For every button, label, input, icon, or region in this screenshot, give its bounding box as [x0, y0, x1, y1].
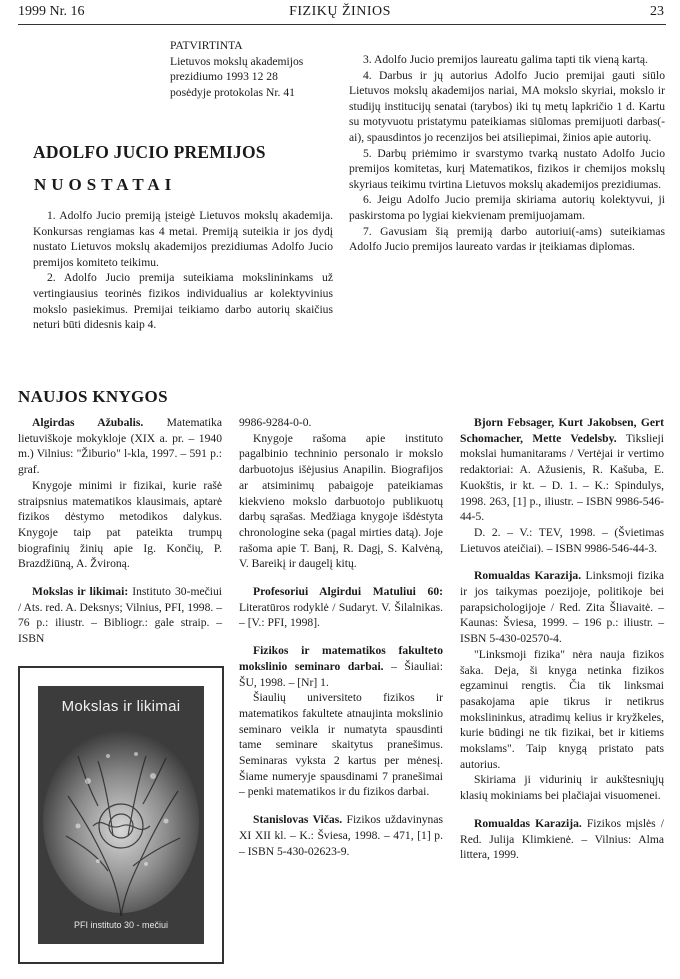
- book-description: D. 2. – V.: TEV, 1998. – (Švietimas Lietuvos ateičiai). – ISBN 9986-546-44-3.: [460, 525, 664, 555]
- regulation-paragraph: 7. Gavusiam šią premiją darbo autoriui(-ams) suteikiamas Adolfo Jucio premijos laureato vardas ir įteikiamas diplomas.: [349, 224, 665, 254]
- book-author: Fizikos ir matematikos fakulteto mokslinio seminaro darbai.: [239, 644, 443, 673]
- regulations-right-column: [349, 52, 665, 255]
- book-author: Profesoriui Algirdui Matuliui 60:: [253, 585, 443, 599]
- book-author: Romualdas Karazija.: [474, 569, 582, 583]
- book-author: Stanislovas Vičas.: [253, 813, 343, 827]
- journal-title: FIZIKŲ ŽINIOS: [289, 4, 391, 19]
- book-entry: [460, 415, 664, 556]
- book-citation: – Šiauliai: ŠU, 1998. – [Nr] 1.: [239, 659, 443, 689]
- book-author: Romualdas Karazija.: [474, 816, 582, 830]
- book-citation: Matematika lietuviškoje mokykloje (XIX a. pr. – 1940 m.) Vilnius: "Žiburio" l-kla, 1997. – 591 p.: graf.: [18, 416, 222, 477]
- book-cover-image: [18, 666, 224, 964]
- cover-artwork: [38, 686, 204, 944]
- book-entry: [239, 415, 443, 572]
- book-citation: Fizikos mįslės / Red. Julija Klimkienė. – Vilnius: Alma littera, 1999.: [460, 816, 664, 862]
- page-number: 23: [650, 4, 664, 19]
- book-description: Knygoje minimi ir fizikai, kurie rašė straipsnius matematikos klausimais, aptarė fizikos dėstymo metodikos dalykus. Knygoje taip pat pateikta trumpų biografinių žinių apie Ig. Končių, P. Brazdžiūną, A. Žvironą.: [18, 478, 222, 571]
- book-author: Mokslas ir likimai:: [32, 585, 129, 599]
- regulation-paragraph: 6. Jeigu Adolfo Jucio premija skiriama autorių kolektyvui, ji paskirstoma po lygiai kiekvienam premijuojamam.: [349, 193, 665, 222]
- book-description: "Linksmoji fizika" nėra nauja fizikos šaka. Deja, ši knyga netinka fizikos egzaminui rengtis. Čia tik linksmai pasakojama apie tikrus ir netikrus mokslininkus, atradimų kelius ir kryžkeles, kurie būdingi ne tik fizikai, bet ir kitiems mokslams". Taip knygą pristato pats autorius.: [460, 647, 664, 771]
- book-entry: [460, 816, 664, 863]
- book-description: Knygoje rašoma apie instituto pagalbinio techninio personalo ir mokslo darbuotojus išėjusius Anapilin. Biografijos ar atsiminimų pabaigoje pateikiamas kiekvieno mokslo darbuotojo publikuotų darbų sąrašas. Medžiaga knygoje išdėstyta chronologine seka (pagal mirties datą). Joje rašoma apie T. Banį, R. Dagį, S. Kalvėną, V. Bareikį ir daugelį kitų.: [239, 431, 443, 571]
- issue-label: 1999 Nr. 16: [18, 4, 85, 19]
- approval-line: PATVIRTINTA: [170, 39, 243, 52]
- regulation-paragraph: 2. Adolfo Jucio premija suteikiama mokslininkams už vertingiausius teorinės fizikos individualius ar kolektyvinius mokslo pasiekimus. Premijai teikiamo darbo autorių skaičius neturi būti didesnis kaip 4.: [33, 271, 333, 332]
- books-column-2: [239, 415, 443, 871]
- book-description: Šiaulių universiteto fizikos ir matematikos fakultete atnaujinta mokslinio seminaro veikla ir numatyta spausdinti tame seminare skaitytus pranešimus. Seminaras vyksta 2 kartus per mėnesį. Šiame numeryje spausdinami 7 pranešimai – penki matematikos ir du fizikos darbai.: [239, 691, 443, 799]
- approval-line: Lietuvos mokslų akademijos: [170, 54, 304, 68]
- regulations-subtitle: NUOSTATAI: [34, 175, 177, 194]
- new-books-heading: NAUJOS KNYGOS: [18, 387, 168, 406]
- book-entry: [239, 812, 443, 859]
- books-column-3: [460, 415, 664, 875]
- regulation-paragraph: 4. Darbus ir jų autorius Adolfo Jucio premijai gauti siūlo Lietuvos mokslų akademijos nariai, MA mokslo skyriai, mokslo ir studijų institucijų senatai (tarybos) iki tų metų lapkričio 1 d. Kartu su motyvuotu pristatymu pateikiamas siūlomas premijuoti darbas(-ai), spausdintos jo recenzijos bei atsiliepimai, žinios apie autorių.: [349, 68, 665, 144]
- approval-block: [170, 38, 340, 100]
- book-author: Algirdas Ažubalis.: [32, 416, 144, 429]
- cover-title: Mokslas ir likimai: [61, 698, 181, 715]
- tree-illustration: [38, 686, 204, 944]
- regulations-title: ADOLFO JUCIO PREMIJOS: [33, 142, 266, 162]
- regulations-left-column: [33, 208, 333, 333]
- book-entry: [239, 643, 443, 800]
- book-citation: Tikslieji mokslai humanitarams / Vertėjai ir vertimo redaktoriai: A. Ažusienis, R. Kašuba, E. Kuokštis, ir kt. – D. 1. – K.: Spindulys, 1998. 263, [1] p., iliustr. – ISBN 9986-546-44-5.: [460, 431, 664, 524]
- books-column-1: [18, 415, 222, 659]
- regulation-paragraph: 5. Darbų priėmimo ir svarstymo tvarką nustato Adolfo Jucio premijos komitetas, kurį Matematikos, fizikos ir chemijos mokslų skyriaus teikimu tvirtina Lietuvos mokslų akademijos prezidiumas.: [349, 146, 665, 191]
- regulation-paragraph: 3. Adolfo Jucio premijos laureatu galima tapti tik vieną kartą.: [363, 53, 648, 66]
- book-citation: Linksmoji fizika ir jos taikymas poezijoje, politikoje bei parapsichologijoje / Red. Zita Šliavaitė. – Kaunas: Šviesa, 1999. – 196 p.: iliustr. – ISBN 5-430-02570-4.: [460, 569, 664, 646]
- book-author: Bjorn Febsager, Kurt Jakobsen, Gert Schomacher, Mette Vedelsby.: [460, 416, 664, 445]
- book-entry: [460, 568, 664, 804]
- book-citation: Fizikos uždavinynas XI XII kl. – K.: Šviesa, 1998. – 471, [1] p. – ISBN 5-430-02623-9.: [239, 813, 444, 858]
- book-citation: 9986-9284-0-0.: [239, 416, 312, 429]
- book-citation: Literatūros rodyklė / Sudaryt. V. Šilalnikas. – [V.: PFI, 1998].: [239, 600, 443, 630]
- book-citation: Instituto 30-mečiui / Ats. red. A. Deksnys; Vilnius, PFI, 1998. – 76 p.: iliustr. – Bibliogr.: gale straip. – ISBN: [18, 585, 222, 646]
- book-entry: [18, 584, 222, 647]
- regulation-paragraph: 1. Adolfo Jucio premiją įsteigė Lietuvos mokslų akademija. Konkursas rengiamas kas 4 metai. Premiją suteikia ir jos dydį nustato Lietuvos mokslų akademijos prezidiumas Adolfo Jucio premijos komiteto teikimu.: [33, 209, 333, 269]
- book-description: Skiriama ji vidurinių ir aukštesniųjų klasių mokiniams bei plačiajai visuomenei.: [460, 773, 664, 803]
- cover-subtitle: PFI instituto 30 - mečiui: [73, 920, 169, 930]
- approval-line: posėdyje protokolas Nr. 41: [170, 85, 295, 99]
- header-rule: [18, 24, 666, 25]
- book-entry: [239, 584, 443, 631]
- approval-line: prezidiumo 1993 12 28: [170, 70, 278, 83]
- book-entry: [18, 415, 222, 572]
